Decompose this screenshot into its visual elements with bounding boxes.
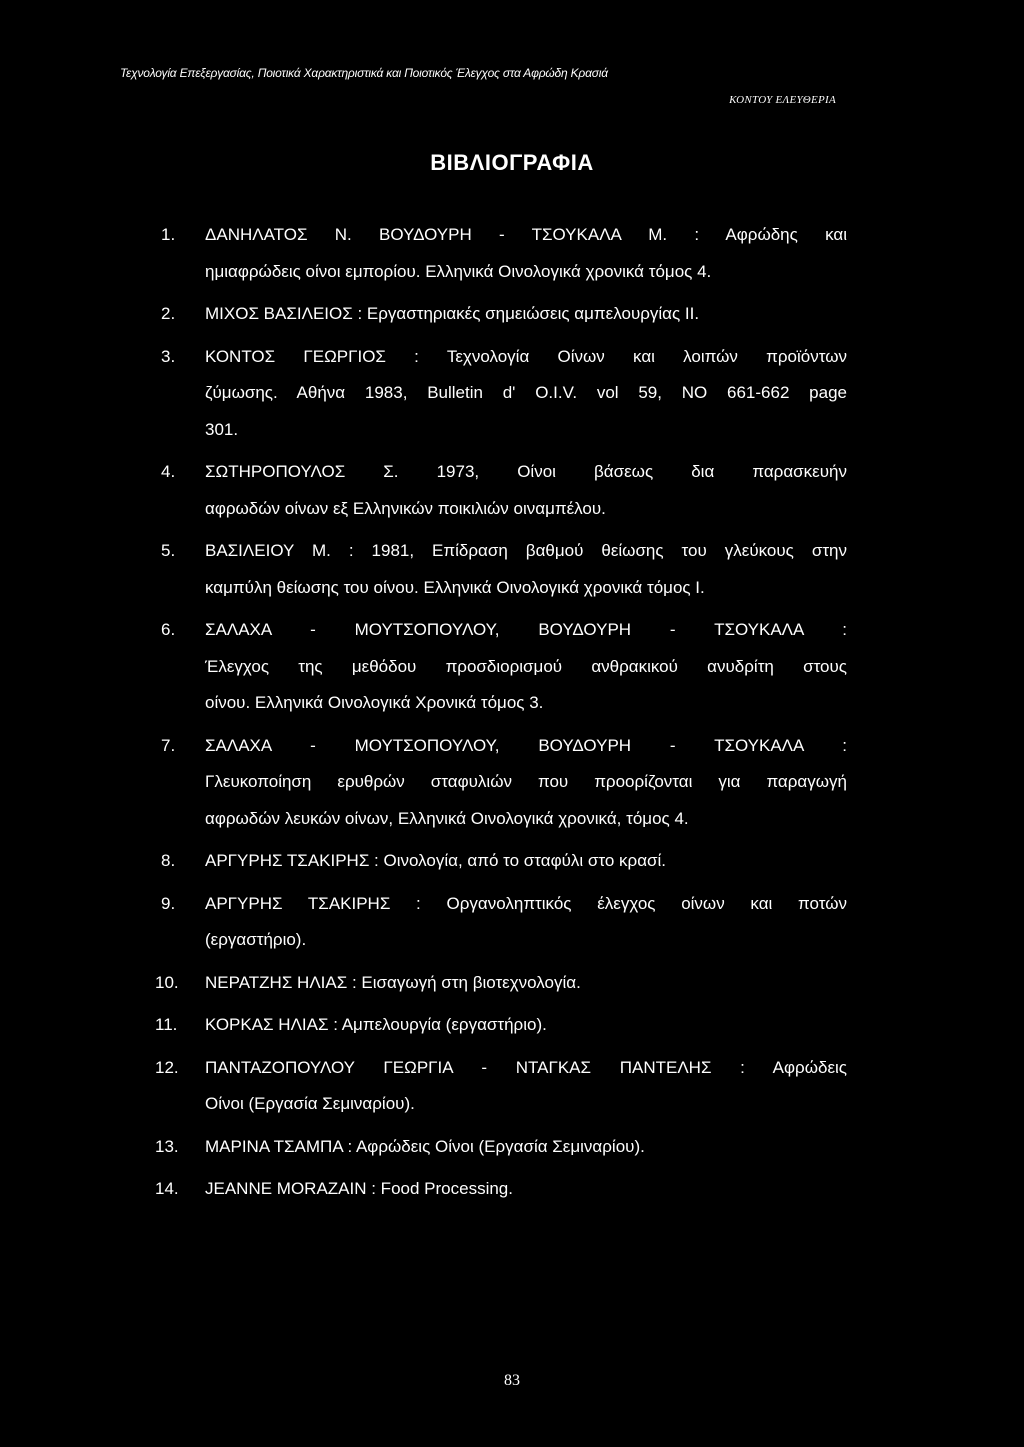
reference-line: ΑΡΓΥΡΗΣ ΤΣΑΚΙΡΗΣ : Οινολογία, από το σταφύλι στο κρασί. bbox=[205, 851, 667, 870]
page-title: ΒΙΒΛΙΟΓΡΑΦΙΑ bbox=[430, 150, 594, 175]
reference-line: ΣΑΛΑΧΑ - ΜΟΥΤΣΟΠΟΥΛΟΥ, ΒΟΥΔΟΥΡΗ - ΤΣΟΥΚΑΛΑ : bbox=[205, 620, 847, 639]
reference-item bbox=[157, 612, 847, 722]
reference-item bbox=[157, 339, 847, 449]
reference-line: ΚΟΡΚΑΣ ΗΛΙΑΣ : Αμπελουργία (εργαστήριο). bbox=[205, 1015, 547, 1034]
reference-item bbox=[157, 728, 847, 838]
reference-item bbox=[157, 965, 847, 1002]
reference-item bbox=[157, 454, 847, 527]
reference-number: 4. bbox=[161, 462, 176, 481]
reference-item bbox=[157, 1050, 847, 1123]
reference-line: ημιαφρώδεις οίνοι εμπορίου. Ελληνικά Οινολογικά χρονικά τόμος 4. bbox=[205, 261, 712, 281]
reference-line: αφρωδών λευκών οίνων, Ελληνικά Οινολογικά χρονικά, τόμος 4. bbox=[205, 808, 689, 828]
reference-item bbox=[157, 1129, 847, 1166]
reference-line: 301. bbox=[205, 419, 239, 439]
reference-line: ΔΑΝΗΛΑΤΟΣ Ν. ΒΟΥΔΟΥΡΗ - ΤΣΟΥΚΑΛΑ Μ. : Αφρώδης και bbox=[205, 225, 847, 244]
reference-item bbox=[157, 843, 847, 880]
reference-number: 1. bbox=[161, 225, 176, 244]
page-number: 83 bbox=[504, 1372, 520, 1389]
reference-item bbox=[157, 296, 847, 333]
reference-item bbox=[157, 533, 847, 606]
reference-line: JEANNE MORAZAIN : Food Processing. bbox=[205, 1179, 513, 1198]
reference-item bbox=[157, 1007, 847, 1044]
reference-line: ΚΟΝΤΟΣ ΓΕΩΡΓΙΟΣ : Τεχνολογία Οίνων και λοιπών προϊόντων bbox=[205, 346, 847, 366]
reference-line: ΣΑΛΑΧΑ - ΜΟΥΤΣΟΠΟΥΛΟΥ, ΒΟΥΔΟΥΡΗ - ΤΣΟΥΚΑΛΑ : bbox=[205, 735, 847, 755]
reference-line: ΝΕΡΑΤΖΗΣ ΗΛΙΑΣ : Εισαγωγή στη βιοτεχνολογία. bbox=[205, 972, 581, 992]
reference-line: ΠΑΝΤΑΖΟΠΟΥΛΟΥ ΓΕΩΡΓΙΑ - ΝΤΑΓΚΑΣ ΠΑΝΤΕΛΗΣ : Αφρώδεις bbox=[205, 1057, 847, 1077]
reference-item bbox=[157, 217, 847, 290]
reference-line: ΣΩΤΗΡΟΠΟΥΛΟΣ Σ. 1973, Οίνοι βάσεως δια παρασκευήν bbox=[205, 462, 847, 481]
reference-line: οίνου. Ελληνικά Οινολογικά Χρονικά τόμος 3. bbox=[205, 693, 544, 712]
reference-number: 2. bbox=[161, 304, 176, 323]
reference-line: αφρωδών οίνων εξ Ελληνικών ποικιλιών οιναμπέλου. bbox=[205, 498, 606, 518]
reference-number: 14. bbox=[155, 1179, 179, 1198]
reference-number: 13. bbox=[155, 1136, 179, 1156]
reference-number: 3. bbox=[161, 346, 176, 366]
reference-list bbox=[157, 217, 847, 1214]
reference-number: 6. bbox=[161, 620, 176, 639]
reference-item bbox=[157, 886, 847, 959]
reference-number: 7. bbox=[161, 735, 176, 755]
reference-line: ζύμωσης. Αθήνα 1983, Bulletin d' O.I.V. vol 59, NO 661-662 page bbox=[205, 383, 847, 402]
reference-line: (εργαστήριο). bbox=[205, 930, 307, 949]
reference-number: 11. bbox=[155, 1015, 178, 1034]
reference-number: 8. bbox=[161, 851, 176, 870]
reference-item bbox=[157, 1171, 847, 1208]
reference-line: Γλευκοποίηση ερυθρών σταφυλιών που προορίζονται για παραγωγή bbox=[205, 772, 847, 791]
author-name: ΚΟΝΤΟΥ ΕΛΕΥΘΕΡΙΑ bbox=[729, 94, 836, 106]
reference-number: 12. bbox=[155, 1057, 179, 1077]
reference-line: ΒΑΣΙΛΕΙΟΥ Μ. : 1981, Επίδραση βαθμού θείωσης του γλεύκους στην bbox=[205, 541, 847, 560]
reference-number: 9. bbox=[161, 893, 176, 913]
reference-line: ΜΙΧΟΣ ΒΑΣΙΛΕΙΟΣ : Εργαστηριακές σημειώσεις αμπελουργίας ΙΙ. bbox=[205, 304, 700, 323]
reference-line: ΜΑΡΙΝΑ ΤΣΑΜΠΑ : Αφρώδεις Οίνοι (Εργασία Σεμιναρίου). bbox=[205, 1136, 645, 1156]
reference-number: 5. bbox=[161, 541, 176, 560]
reference-line: Έλεγχος της μεθόδου προσδιορισμού ανθρακικού ανυδρίτη στους bbox=[205, 656, 847, 676]
reference-line: ΑΡΓΥΡΗΣ ΤΣΑΚΙΡΗΣ : Οργανοληπτικός έλεγχος οίνων και ποτών bbox=[205, 893, 847, 913]
reference-line: καμπύλη θείωσης του οίνου. Ελληνικά Οινολογικά χρονικά τόμος Ι. bbox=[205, 577, 705, 597]
running-header: Τεχνολογία Επεξεργασίας, Ποιοτικά Χαρακτηριστικά και Ποιοτικός Έλεγχος στα Αφρώδη Κρασιά bbox=[120, 66, 608, 80]
reference-number: 10. bbox=[155, 972, 179, 992]
reference-line: Οίνοι (Εργασία Σεμιναρίου). bbox=[205, 1094, 415, 1113]
